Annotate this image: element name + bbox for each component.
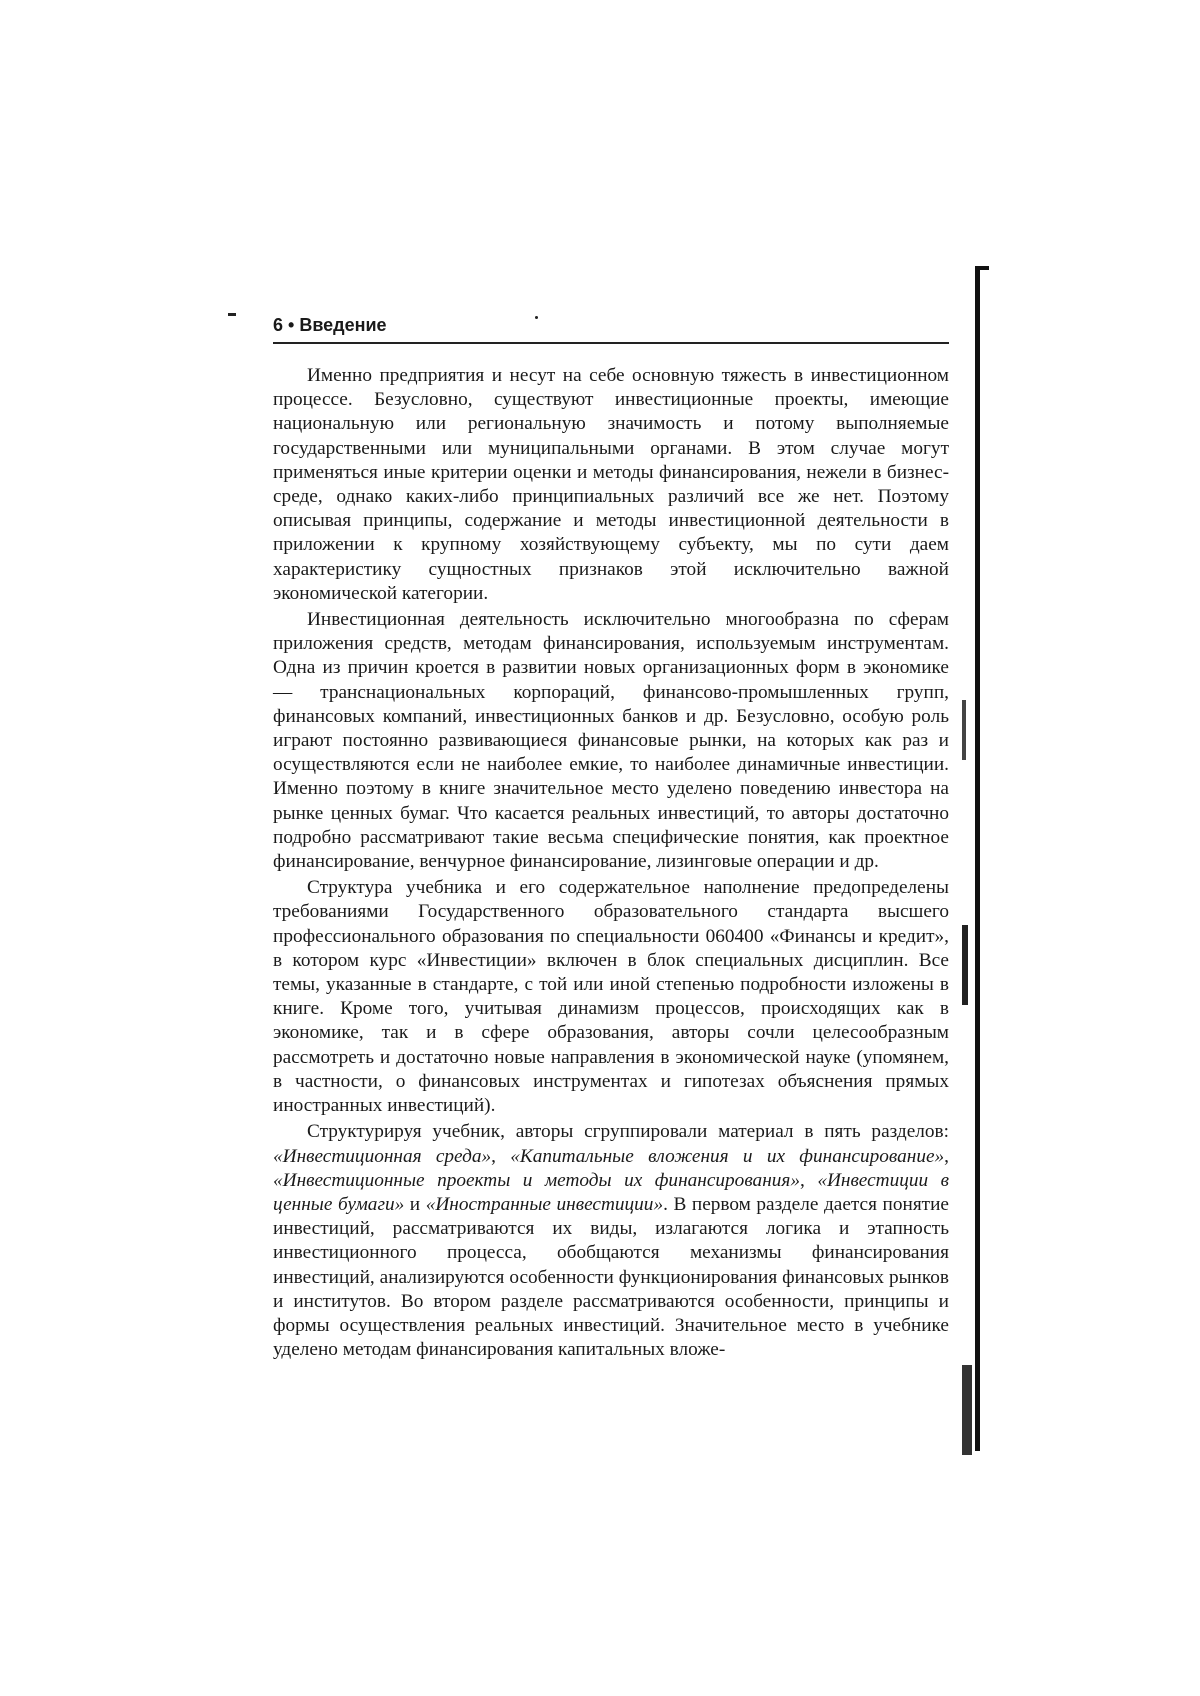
- scan-speckle: [962, 1365, 972, 1455]
- paragraph: [273, 1120, 949, 1362]
- section-name-italic: «Иностранные инвестиции»: [425, 1193, 664, 1215]
- running-head: [273, 314, 949, 344]
- section-name-italic: «Капитальные вложения и их финансирование»: [510, 1145, 945, 1167]
- scan-speckle: [962, 925, 968, 1005]
- bullet-separator: •: [288, 315, 295, 335]
- paragraph: Инвестиционная деятельность исключительно многообразна по сферам приложения средств, методам финансирования, используемым инструментам. Одна из причин кроется в развитии новых организационных форм в экономике — транснациональных корпораций, финансово-промышленных групп, финансовых компаний, инвестиционных банков и др. Безусловно, особую роль играют постоянно развивающиеся финансовые рынки, на которых как раз и осуществляются если не наиболее емкие, то наиболее динамичные инвестиции. Именно поэтому в книге значительное место уделено поведению инвестора на рынке ценных бумаг. Что касается реальных инвестиций, то авторы достаточно подробно рассматривают такие весьма специфические понятия, как проектное финансирование, венчурное финансирование, лизинговые операции и др.: [273, 609, 949, 873]
- separator: и: [404, 1193, 426, 1215]
- paragraph-rest: . В первом разделе дается понятие инвестиций, рассматриваются их виды, излагаются логика и этапность инвестиционного процесса, обобщаются механизмы финансирования инвестиций, анализируются особенности функционирования финансовых рынков и институтов. Во втором разделе рассматриваются особенности, принципы и формы осуществления реальных инвестиций. Значительное место в учебнике уделено методам финансирования капитальных вложе-: [273, 1193, 949, 1361]
- section-name-italic: «Инвестиционные проекты и методы их финансирования»: [273, 1169, 801, 1191]
- paragraph: Структура учебника и его содержательное наполнение предопределены требованиями Государственного образовательного стандарта высшего профессионального образования по специальности 060400 «Финансы и кредит», в котором курс «Инвестиции» включен в блок специальных дисциплин. Все темы, указанные в стандарте, с той или иной степенью подробности изложены в книге. Кроме того, учитывая динамизм процессов, происходящих как в экономике, так и в сфере образования, авторы сочли целесообразным рассмотреть и достаточно новые направления в экономической науке (упомянем, в частности, о финансовых инструментах и гипотезах объяснения прямых иностранных инвестиций).: [273, 877, 949, 1117]
- book-page: [273, 314, 949, 1362]
- section-title: Введение: [299, 315, 387, 335]
- separator: ,: [491, 1145, 511, 1167]
- section-name-italic: «Инвестиционная среда»: [273, 1145, 492, 1167]
- separator: ,: [944, 1145, 949, 1167]
- scan-edge-bar-cap: [975, 266, 989, 270]
- paragraph: Именно предприятия и несут на себе основную тяжесть в инвестиционном процессе. Безусловно, существуют инвестиционные проекты, имеющие национальную или региональную значимость и потому выполняемые государственными или муниципальными органами. В этом случае могут применяться иные критерии оценки и методы финансирования, нежели в бизнес-среде, однако каких-либо принципиальных различий все же нет. Поэтому описывая принципы, содержание и методы инвестиционной деятельности в приложении к крупному хозяйствующему субъекту, мы по сути даем характеристику сущностных признаков этой исключительно важной экономической категории.: [273, 365, 949, 604]
- scan-edge-bar: [975, 266, 980, 1451]
- scan-artifact-dash: [228, 313, 236, 316]
- paragraph-lead: Структурируя учебник, авторы сгруппировали материал в пять разделов:: [307, 1121, 949, 1143]
- scan-speckle: [962, 700, 966, 760]
- section-name-italic: «Инвестиции в ценные бумаги»: [273, 1169, 950, 1215]
- separator: ,: [800, 1169, 818, 1191]
- page-number: 6: [273, 315, 284, 335]
